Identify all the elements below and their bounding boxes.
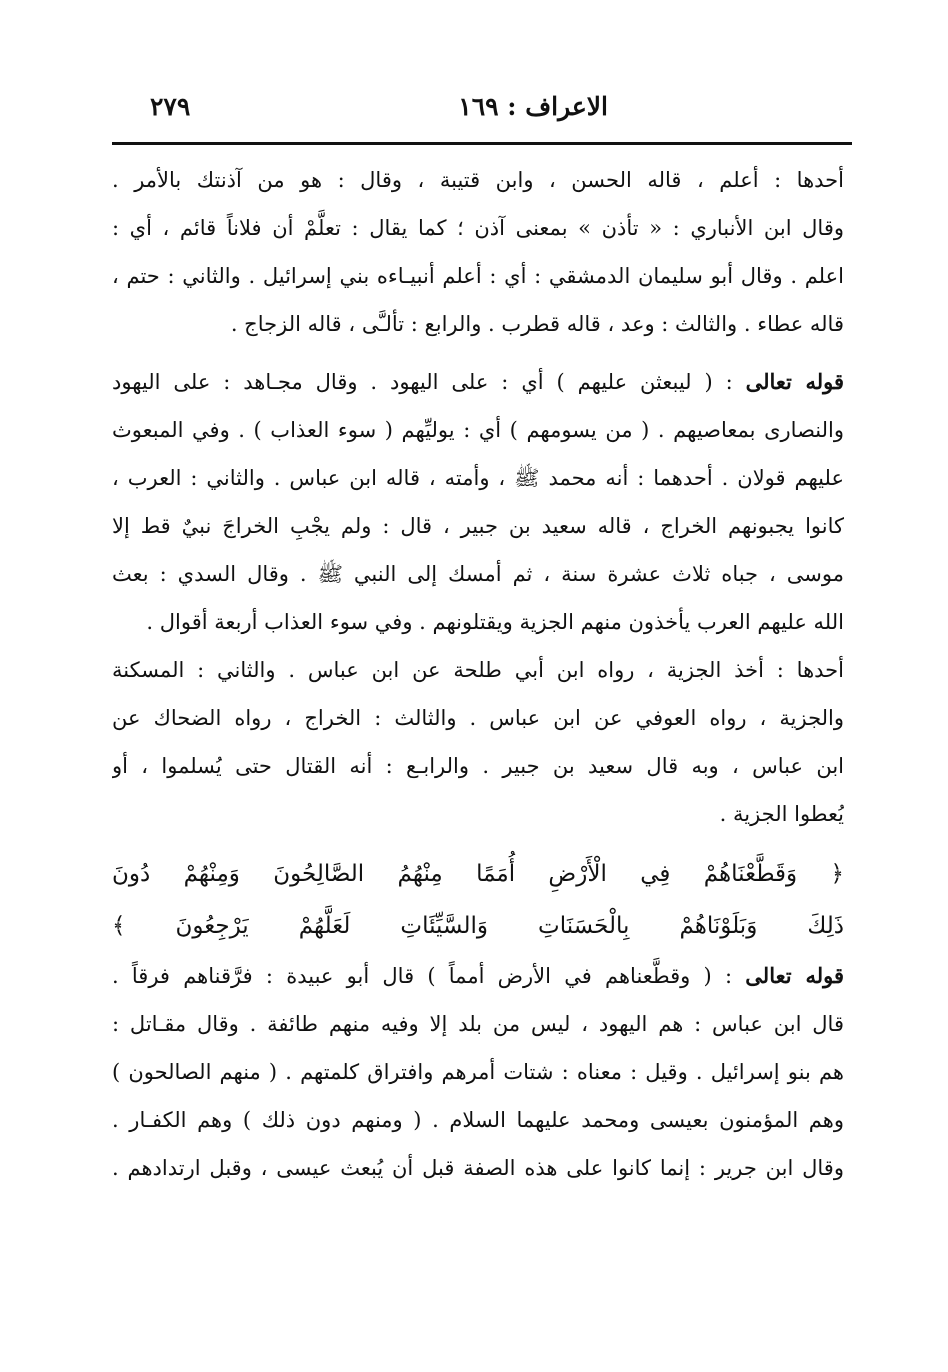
text-line: عليهم قولان . أحدهما : أنه محمد ﷺ ، وأمته ، قاله ابن عباس . والثاني : العرب ،: [112, 466, 844, 490]
header-rule: [112, 142, 852, 145]
page-number: ٢٧٩: [150, 92, 191, 121]
text-line: والنصارى بمعاصيهم . ( من يسومهم ) أي : يوليِّهم ( سوء العذاب ) . وفي المبعوث: [112, 418, 844, 442]
quran-verse-line: ذَلِكَ وَبَلَوْنَاهُمْ بِالْحَسَنَاتِ وَالسَّيِّئَاتِ لَعَلَّهُمْ يَرْجِعُونَ ﴾: [112, 913, 844, 939]
text-line: والجزية ، رواه العوفي عن ابن عباس . والثالث : الخراج ، رواه الضحاك عن: [112, 706, 844, 730]
text-line: قال ابن عباس : هم اليهود ، ليس من بلد إلا وفيه منهم طائفة . وقال مقـاتل :: [112, 1012, 844, 1036]
text-line: قاله عطاء . والثالث : وعد ، قاله قطرب . والرابع : تألـَّى ، قاله الزجاج .: [230, 312, 844, 336]
text-line: اعلم . وقال أبو سليمان الدمشقي : أي : أعلم أنبيـاءه بني إسرائيل . والثاني : حتم ،: [112, 264, 844, 288]
text-line: [112, 358, 844, 406]
running-header: [120, 92, 840, 132]
text-line: أحدها : أعلم ، قاله الحسن ، وابن قتيبة ، وقال : هو من آذنتك بالأمر .: [112, 168, 844, 192]
line-text: : ( ليبعثن عليهم ) أي : على اليهود . وقال مجـاهد : على اليهود: [112, 370, 746, 394]
text-line: الله عليهم العرب يأخذون منهم الجزية ويقتلونهم . وفي سوء العذاب أربعة أقوال .: [146, 610, 844, 634]
header-title: الاعراف : ١٦٩: [458, 92, 608, 121]
text-line: يُعطوا الجزية .: [719, 802, 844, 826]
text-line: [112, 952, 844, 1000]
text-line: وهم المؤمنون بعيسى ومحمد عليهما السلام . ( ومنهم دون ذلك ) وهم الكفـار .: [112, 1108, 844, 1132]
text-line: موسى ، جباه ثلاث عشرة سنة ، ثم أمسك إلى النبي ﷺ . وقال السدي : بعث: [112, 562, 844, 586]
text-line: أحدها : أخذ الجزية ، رواه ابن أبي طلحة عن ابن عباس . والثاني : المسكنة: [112, 658, 844, 682]
text-line: ابن عباس ، وبه قال سعيد بن جبير . والرابـع : أنه القتال حتى يُسلموا ، أو: [112, 754, 844, 778]
text-line: وقال ابن جرير : إنما كانوا على هذه الصفة قبل أن يُبعث عيسى ، وقبل ارتدادهم .: [112, 1156, 844, 1180]
quran-verse-line: ﴿ وَقَطَّعْنَاهُمْ فِي الْأَرْضِ أُمَمًا مِنْهُمُ الصَّالِحُونَ وَمِنْهُمْ دُونَ: [112, 861, 844, 887]
page-body: [112, 156, 844, 1192]
text-line: هم بنو إسرائيل . وقيل : معناه : شتات أمرهم وافتراق كلمتهم . ( منهم الصالحون ): [112, 1060, 844, 1084]
text-line: وقال ابن الأنباري : « تأذن » بمعنى آذن ؛ كما يقال : تعلَّمْ أن فلاناً قائم ، أي :: [112, 216, 844, 240]
keyword-qawluhu-taala: قوله تعالى: [745, 369, 844, 394]
keyword-qawluhu-taala: قوله تعالى: [745, 963, 844, 988]
text-line: كانوا يجبونهم الخراج ، قاله سعيد بن جبير ، قال : ولم يجْبِ الخراجَ نبيٌ قط إلا: [112, 514, 844, 538]
line-text: : ( وقطَّعناهم في الأرض أمماً ) قال أبو عبيدة : فرَّقناهم فرقاً .: [112, 964, 746, 988]
